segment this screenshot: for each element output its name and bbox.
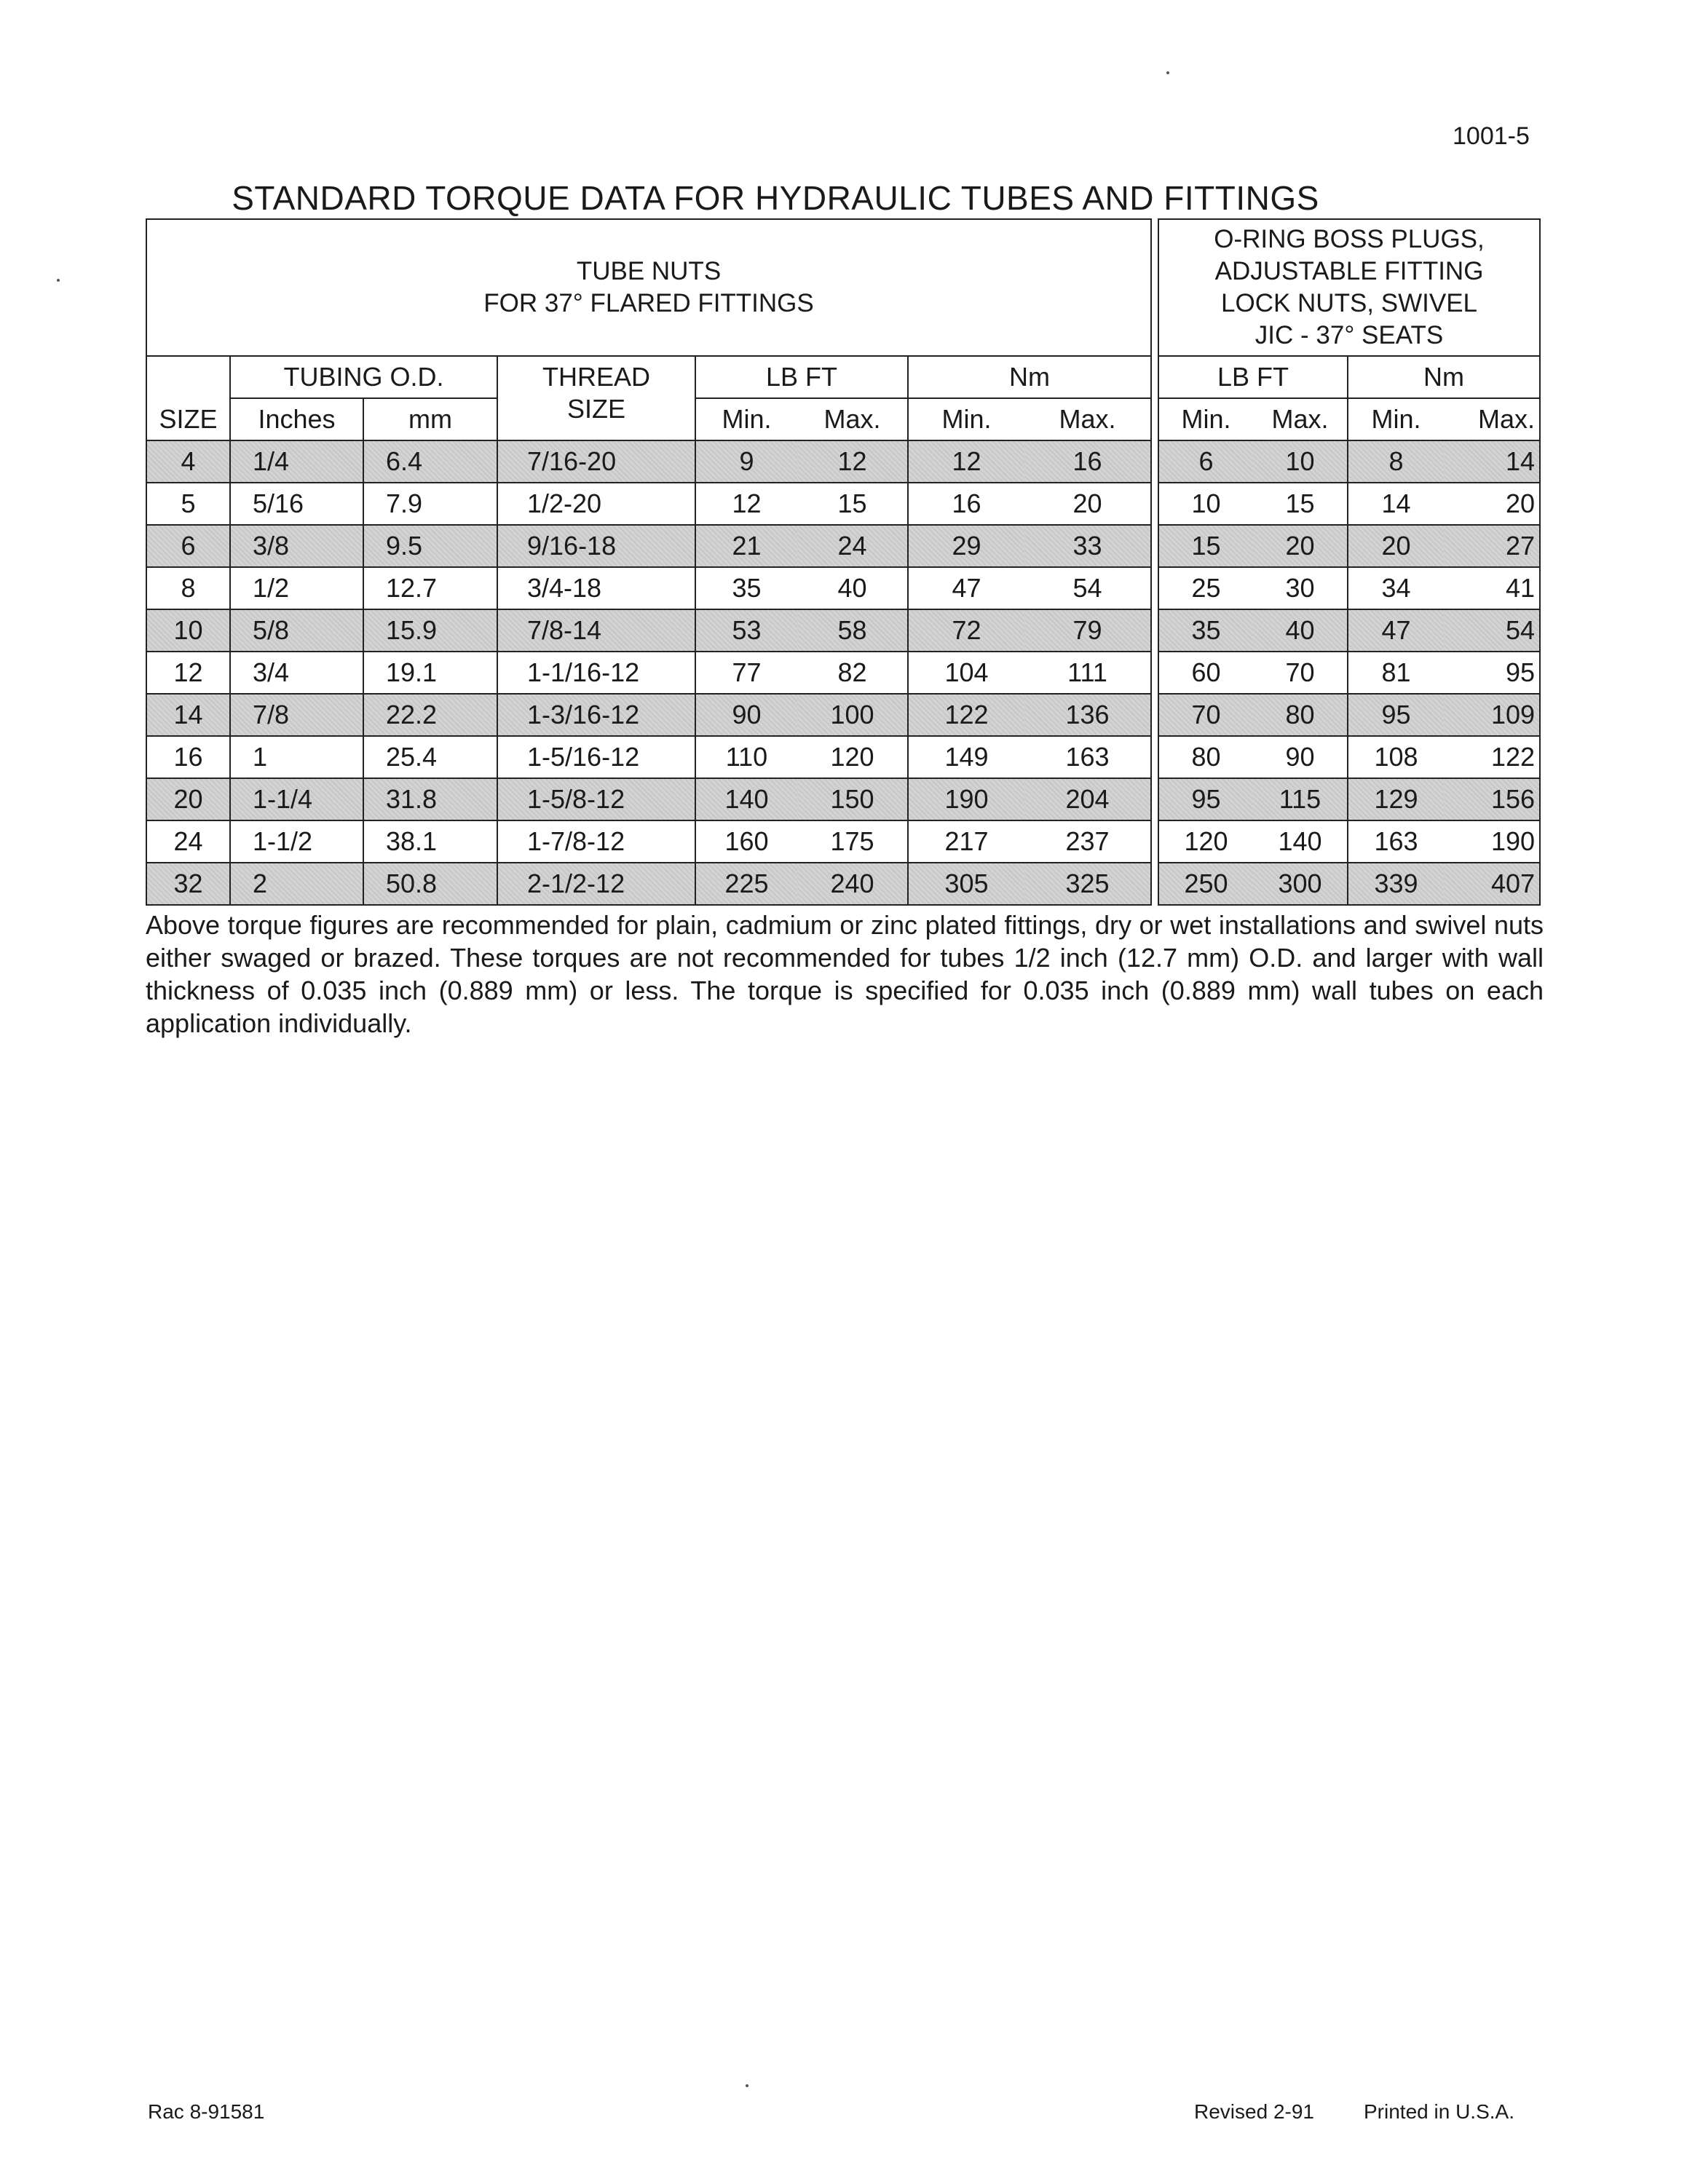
inches-cell: 1-1/4 <box>230 778 363 820</box>
oring-lbft-max-cell: 70 <box>1253 652 1348 694</box>
table-row <box>1158 820 1540 863</box>
doc-number: Rac 8-91581 <box>148 2100 265 2123</box>
size-cell: 12 <box>146 652 230 694</box>
thread-cell: 1-5/16-12 <box>497 736 695 778</box>
lbft-max-cell: 120 <box>797 736 908 778</box>
size-cell: 10 <box>146 609 230 652</box>
table-row <box>146 483 1151 525</box>
lbft-min-cell: 21 <box>695 525 797 567</box>
thread-cell: 1/2-20 <box>497 483 695 525</box>
nm-min-cell: 72 <box>908 609 1024 652</box>
lbft-max-cell: 175 <box>797 820 908 863</box>
tube-nuts-header <box>146 219 1151 356</box>
table-row <box>146 609 1151 652</box>
side-subheader-row <box>1158 356 1540 398</box>
size-header: SIZE <box>146 398 230 440</box>
lbft-min-cell: 35 <box>695 567 797 609</box>
inches-cell: 3/4 <box>230 652 363 694</box>
table-row <box>1158 778 1540 820</box>
nm-max-cell: 20 <box>1024 483 1151 525</box>
nm-min-cell: 122 <box>908 694 1024 736</box>
thread-cell: 2-1/2-12 <box>497 863 695 905</box>
lbft-min-cell: 12 <box>695 483 797 525</box>
table-row <box>1158 694 1540 736</box>
inches-cell: 5/16 <box>230 483 363 525</box>
nm-max-cell: 16 <box>1024 440 1151 483</box>
size-cell: 20 <box>146 778 230 820</box>
mm-cell: 7.9 <box>363 483 497 525</box>
main-subheader-row <box>146 356 1151 398</box>
tube-nuts-header-line: FOR 37° FLARED FITTINGS <box>483 289 814 317</box>
oring-lbft-max-cell: 10 <box>1253 440 1348 483</box>
main-group-header-row <box>146 219 1151 356</box>
nm-max-cell: 237 <box>1024 820 1151 863</box>
nm-min-header: Min. <box>908 398 1024 440</box>
oring-lbft-max-cell: 30 <box>1253 567 1348 609</box>
tubing-od-header: TUBING O.D. <box>230 356 497 398</box>
oring-lbft-max-cell: 80 <box>1253 694 1348 736</box>
lbft-max-cell: 240 <box>797 863 908 905</box>
nm-min-cell: 305 <box>908 863 1024 905</box>
oring-nm-min-cell: 339 <box>1348 863 1444 905</box>
nm-max-cell: 79 <box>1024 609 1151 652</box>
oring-nm-max-cell: 41 <box>1444 567 1540 609</box>
nm-max-header: Max. <box>1024 398 1151 440</box>
thread-cell: 1-5/8-12 <box>497 778 695 820</box>
mm-cell: 9.5 <box>363 525 497 567</box>
oring-lbft-max-cell: 300 <box>1253 863 1348 905</box>
table-row <box>1158 652 1540 694</box>
size-cell: 8 <box>146 567 230 609</box>
oring-lbft-max-cell: 15 <box>1253 483 1348 525</box>
mm-cell: 22.2 <box>363 694 497 736</box>
size-cell: 5 <box>146 483 230 525</box>
inches-cell: 3/8 <box>230 525 363 567</box>
mm-cell: 15.9 <box>363 609 497 652</box>
side-minmax-row <box>1158 398 1540 440</box>
mm-cell: 19.1 <box>363 652 497 694</box>
lbft-max-cell: 58 <box>797 609 908 652</box>
oring-lbft-max-cell: 90 <box>1253 736 1348 778</box>
nm-min-cell: 190 <box>908 778 1024 820</box>
nm-min-cell: 12 <box>908 440 1024 483</box>
nm-min-cell: 149 <box>908 736 1024 778</box>
oring-nm-max-cell: 54 <box>1444 609 1540 652</box>
table-row <box>1158 567 1540 609</box>
oring-nm-max-cell: 20 <box>1444 483 1540 525</box>
mm-cell: 6.4 <box>363 440 497 483</box>
oring-nm-min-cell: 108 <box>1348 736 1444 778</box>
oring-nm-max-cell: 95 <box>1444 652 1540 694</box>
printed-in: Printed in U.S.A. <box>1364 2100 1514 2123</box>
oring-header-line: LOCK NUTS, SWIVEL <box>1221 289 1478 317</box>
oring-header-line: O-RING BOSS PLUGS, <box>1214 225 1485 253</box>
lbft-min-header: Min. <box>695 398 797 440</box>
oring-nm-max-header: Max. <box>1444 398 1540 440</box>
oring-nm-max-cell: 407 <box>1444 863 1540 905</box>
size-cell: 24 <box>146 820 230 863</box>
oring-boss-header <box>1158 219 1540 356</box>
thread-cell: 1-7/8-12 <box>497 820 695 863</box>
tube-nuts-table <box>146 218 1152 906</box>
nm-min-cell: 47 <box>908 567 1024 609</box>
table-row <box>1158 736 1540 778</box>
oring-lbft-min-cell: 6 <box>1158 440 1253 483</box>
oring-lbft-min-header: Min. <box>1158 398 1253 440</box>
oring-lbft-max-header: Max. <box>1253 398 1348 440</box>
nm-min-cell: 29 <box>908 525 1024 567</box>
oring-nm-min-cell: 20 <box>1348 525 1444 567</box>
thread-cell: 7/8-14 <box>497 609 695 652</box>
table-row <box>1158 525 1540 567</box>
oring-nm-min-cell: 47 <box>1348 609 1444 652</box>
page-title: STANDARD TORQUE DATA FOR HYDRAULIC TUBES AND FITTINGS <box>232 179 1319 217</box>
mm-cell: 25.4 <box>363 736 497 778</box>
side-group-header-row <box>1158 219 1540 356</box>
oring-lbft-min-cell: 25 <box>1158 567 1253 609</box>
mm-cell: 31.8 <box>363 778 497 820</box>
oring-nm-min-cell: 163 <box>1348 820 1444 863</box>
oring-lbft-min-cell: 80 <box>1158 736 1253 778</box>
lbft-min-cell: 53 <box>695 609 797 652</box>
oring-lbft-max-cell: 20 <box>1253 525 1348 567</box>
lbft-min-cell: 140 <box>695 778 797 820</box>
oring-lbft-min-cell: 70 <box>1158 694 1253 736</box>
page-number: 1001-5 <box>1453 122 1530 150</box>
oring-nm-max-cell: 190 <box>1444 820 1540 863</box>
nm-max-cell: 163 <box>1024 736 1151 778</box>
lbft-max-header: Max. <box>797 398 908 440</box>
table-row <box>146 525 1151 567</box>
lbft-min-cell: 160 <box>695 820 797 863</box>
inches-header: Inches <box>230 398 363 440</box>
oring-nm-min-cell: 8 <box>1348 440 1444 483</box>
mm-cell: 38.1 <box>363 820 497 863</box>
tube-nuts-header-line: TUBE NUTS <box>576 257 722 285</box>
oring-nm-max-cell: 109 <box>1444 694 1540 736</box>
oring-nm-min-cell: 95 <box>1348 694 1444 736</box>
nm-min-cell: 217 <box>908 820 1024 863</box>
oring-lbft-max-cell: 140 <box>1253 820 1348 863</box>
table-row <box>146 736 1151 778</box>
thread-size-header <box>497 356 695 440</box>
lbft-max-cell: 15 <box>797 483 908 525</box>
oring-lbft-min-cell: 15 <box>1158 525 1253 567</box>
inches-cell: 1 <box>230 736 363 778</box>
oring-lbft-min-cell: 95 <box>1158 778 1253 820</box>
oring-lbft-header: LB FT <box>1158 356 1348 398</box>
lbft-max-cell: 100 <box>797 694 908 736</box>
oring-lbft-min-cell: 35 <box>1158 609 1253 652</box>
oring-nm-min-header: Min. <box>1348 398 1444 440</box>
nm-max-cell: 33 <box>1024 525 1151 567</box>
lbft-max-cell: 24 <box>797 525 908 567</box>
size-cell: 6 <box>146 525 230 567</box>
table-row <box>146 820 1151 863</box>
nm-max-cell: 54 <box>1024 567 1151 609</box>
nm-max-cell: 111 <box>1024 652 1151 694</box>
oring-header-line: JIC - 37° SEATS <box>1255 321 1444 349</box>
lbft-min-cell: 225 <box>695 863 797 905</box>
lbft-min-cell: 110 <box>695 736 797 778</box>
lbft-min-cell: 77 <box>695 652 797 694</box>
thread-cell: 9/16-18 <box>497 525 695 567</box>
size-cell: 32 <box>146 863 230 905</box>
inches-cell: 5/8 <box>230 609 363 652</box>
oring-nm-max-cell: 122 <box>1444 736 1540 778</box>
oring-nm-min-cell: 81 <box>1348 652 1444 694</box>
oring-header-line: ADJUSTABLE FITTING <box>1214 257 1484 285</box>
nm-min-cell: 104 <box>908 652 1024 694</box>
table-row <box>146 863 1151 905</box>
inches-cell: 2 <box>230 863 363 905</box>
thread-cell: 1-1/16-12 <box>497 652 695 694</box>
nm-max-cell: 204 <box>1024 778 1151 820</box>
table-row <box>1158 609 1540 652</box>
oring-lbft-min-cell: 60 <box>1158 652 1253 694</box>
lbft-min-cell: 90 <box>695 694 797 736</box>
oring-nm-min-cell: 14 <box>1348 483 1444 525</box>
table-row <box>146 652 1151 694</box>
oring-lbft-min-cell: 250 <box>1158 863 1253 905</box>
oring-lbft-max-cell: 40 <box>1253 609 1348 652</box>
oring-nm-max-cell: 14 <box>1444 440 1540 483</box>
inches-cell: 1-1/2 <box>230 820 363 863</box>
revised-date: Revised 2-91 <box>1194 2100 1314 2123</box>
footnote: Above torque figures are recommended for plain, cadmium or zinc plated fittings, dry or wet installations and swivel nuts either swaged or brazed. These torques are not recommended for tubes 1/2 inch (12.7 mm) O.D. and larger with wall thickness of 0.035 inch (0.889 mm) or less. The torque is specified for 0.035 inch (0.889 mm) wall tubes on each application individually. <box>146 910 1544 1038</box>
table-row <box>146 778 1151 820</box>
inches-cell: 1/4 <box>230 440 363 483</box>
lbft-min-cell: 9 <box>695 440 797 483</box>
thread-cell: 3/4-18 <box>497 567 695 609</box>
oring-boss-table <box>1158 218 1541 906</box>
size-cell: 4 <box>146 440 230 483</box>
nm-min-cell: 16 <box>908 483 1024 525</box>
nm-header: Nm <box>908 356 1151 398</box>
nm-max-cell: 325 <box>1024 863 1151 905</box>
table-row <box>146 694 1151 736</box>
size-cell: 16 <box>146 736 230 778</box>
oring-lbft-min-cell: 120 <box>1158 820 1253 863</box>
inches-cell: 7/8 <box>230 694 363 736</box>
table-row <box>1158 863 1540 905</box>
table-row <box>146 440 1151 483</box>
mm-header: mm <box>363 398 497 440</box>
oring-nm-min-cell: 129 <box>1348 778 1444 820</box>
thread-label: THREAD <box>542 362 650 392</box>
scan-speck <box>1166 71 1169 74</box>
nm-max-cell: 136 <box>1024 694 1151 736</box>
thread-size-label: SIZE <box>566 394 625 424</box>
inches-cell: 1/2 <box>230 567 363 609</box>
table-row <box>1158 483 1540 525</box>
lbft-max-cell: 82 <box>797 652 908 694</box>
thread-cell: 7/16-20 <box>497 440 695 483</box>
lbft-max-cell: 150 <box>797 778 908 820</box>
thread-cell: 1-3/16-12 <box>497 694 695 736</box>
lbft-max-cell: 40 <box>797 567 908 609</box>
size-header-blank <box>146 356 230 398</box>
scan-speck <box>57 279 60 282</box>
scan-speck <box>746 2084 748 2087</box>
table-row <box>146 567 1151 609</box>
table-row <box>1158 440 1540 483</box>
oring-nm-header: Nm <box>1348 356 1540 398</box>
lbft-max-cell: 12 <box>797 440 908 483</box>
oring-nm-max-cell: 156 <box>1444 778 1540 820</box>
oring-lbft-max-cell: 115 <box>1253 778 1348 820</box>
mm-cell: 12.7 <box>363 567 497 609</box>
oring-nm-max-cell: 27 <box>1444 525 1540 567</box>
lbft-header: LB FT <box>695 356 908 398</box>
mm-cell: 50.8 <box>363 863 497 905</box>
size-cell: 14 <box>146 694 230 736</box>
oring-nm-min-cell: 34 <box>1348 567 1444 609</box>
oring-lbft-min-cell: 10 <box>1158 483 1253 525</box>
